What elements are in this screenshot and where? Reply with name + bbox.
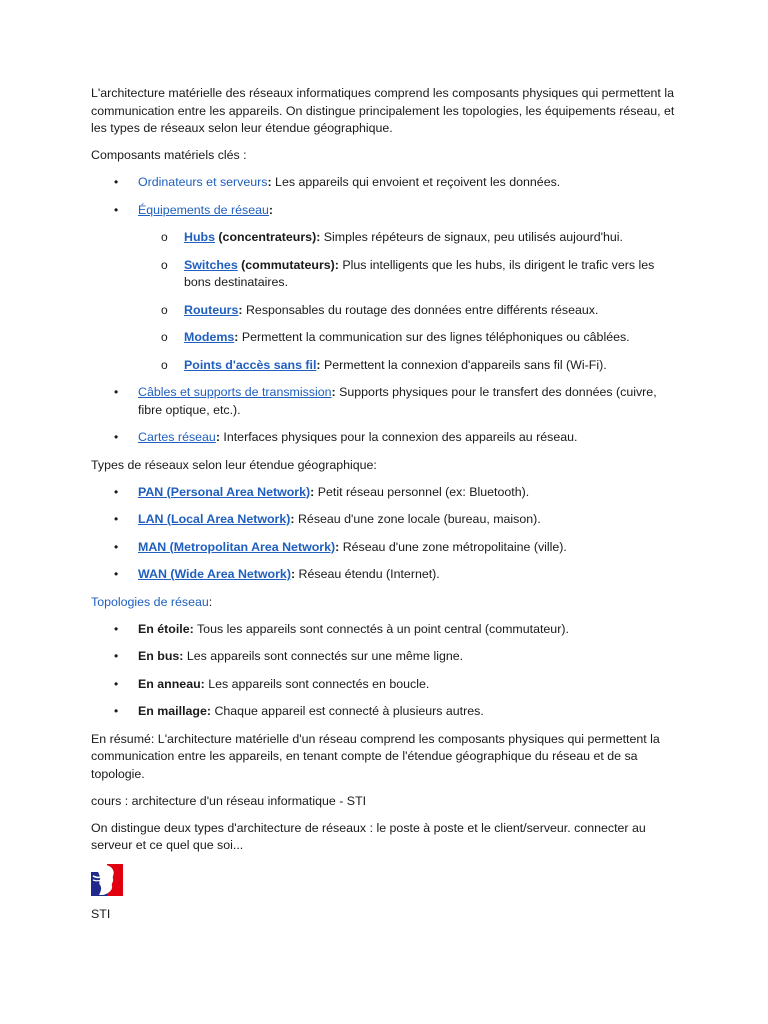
item-text: Réseau d'une zone locale (bureau, maison). (294, 512, 541, 526)
circle-bullet-icon: o (161, 302, 168, 317)
link-hubs[interactable]: Hubs (184, 230, 215, 244)
bullet-icon: • (114, 430, 119, 444)
link-modems[interactable]: Modems (184, 330, 235, 344)
link-equipment[interactable]: Équipements de réseau (138, 202, 269, 217)
intro-paragraph: L'architecture matérielle des réseaux informatiques comprend les composants physiques qui permettent la communication entre les appareils. On distingue principalement les topologies, les équipements réseau, et les types de réseaux selon leur étendue géographique. (91, 86, 675, 135)
link-wan[interactable]: WAN (Wide Area Network) (138, 567, 291, 581)
link-topologies[interactable]: Topologies de réseau (91, 594, 209, 609)
list-item (91, 703, 683, 721)
components-heading: Composants matériels clés : (91, 148, 247, 162)
heading-colon: : (208, 594, 213, 609)
bullet-icon: • (114, 704, 119, 718)
item-text: Les appareils sont connectés en boucle. (204, 676, 430, 691)
list-item (91, 511, 683, 529)
item-text: Chaque appareil est connecté à plusieurs autres. (211, 704, 484, 718)
list-item (91, 539, 683, 557)
item-strong: En étoile: (138, 621, 194, 636)
topologies-list (91, 621, 683, 721)
bullet-icon: • (114, 539, 119, 554)
list-item (91, 484, 683, 502)
item-colon: : (215, 430, 220, 444)
bullet-icon: • (114, 202, 119, 217)
item-text: Supports physiques pour le transfert des données (cuivre, fibre optique, etc.). (138, 385, 657, 417)
circle-bullet-icon: o (161, 330, 168, 344)
list-item (91, 648, 683, 666)
item-text: Responsables du routage des données entre différents réseaux. (242, 302, 599, 317)
circle-bullet-icon: o (161, 230, 168, 244)
item-text: Les appareils sont connectés sur une même ligne. (183, 649, 464, 663)
item-strong: En bus: (138, 649, 184, 663)
item-colon: : (331, 385, 336, 399)
list-item (91, 174, 683, 192)
types-heading: Types de réseaux selon leur étendue géographique: (91, 457, 377, 472)
item-strong: (concentrateurs): (214, 230, 321, 244)
item-colon: : (310, 484, 315, 499)
bullet-icon: • (114, 649, 119, 663)
sublist-item (138, 229, 683, 247)
link-pan[interactable]: PAN (Personal Area Network) (138, 484, 311, 499)
bullet-icon: • (114, 567, 119, 581)
source-title: cours : architecture d'un réseau informatique - STI (91, 793, 367, 808)
item-text: Les appareils qui envoient et reçoivent les données. (271, 175, 561, 189)
sublist-item (138, 302, 683, 320)
equipment-sublist (138, 229, 683, 374)
item-strong: En maillage: (138, 704, 211, 718)
list-item (91, 384, 683, 419)
link-access-points[interactable]: Points d'accès sans fil (184, 357, 317, 372)
list-item (91, 676, 683, 694)
bullet-icon: • (114, 676, 119, 691)
list-item (91, 621, 683, 639)
item-colon: : (268, 202, 274, 217)
link-routers[interactable]: Routeurs (184, 302, 239, 317)
list-item (91, 566, 683, 584)
bullet-icon: • (114, 512, 119, 526)
link-cables[interactable]: Câbles et supports de transmission (138, 385, 332, 399)
item-text: Plus intelligents que les hubs, ils dirigent le trafic vers les bons destinataires. (184, 257, 655, 289)
item-strong: En anneau: (138, 676, 205, 691)
item-strong: : (238, 302, 243, 317)
source-snippet: On distingue deux types d'architecture de réseaux : le poste à poste et le client/serveur. connecter au serveur et ce quel que soi... (91, 820, 646, 852)
link-switches[interactable]: Switches (184, 257, 238, 272)
network-types-list (91, 484, 683, 584)
item-colon: : (267, 175, 272, 189)
sublist-item (138, 329, 683, 347)
sublist-item (138, 357, 683, 375)
bullet-icon: • (114, 385, 119, 399)
item-text: Permettent la connexion d'appareils sans fil (Wi-Fi). (320, 357, 607, 372)
bullet-icon: • (114, 175, 119, 189)
link-network-cards[interactable]: Cartes réseau (138, 430, 216, 444)
item-text: Petit réseau personnel (ex: Bluetooth). (314, 484, 530, 499)
item-strong: : (234, 330, 239, 344)
bullet-icon: • (114, 621, 119, 636)
circle-bullet-icon: o (161, 257, 168, 272)
link-lan[interactable]: LAN (Local Area Network) (138, 512, 291, 526)
bullet-icon: • (114, 484, 119, 499)
sublist-item (138, 257, 683, 292)
marianne-logo-icon (91, 864, 123, 896)
summary-paragraph: En résumé: L'architecture matérielle d'un réseau comprend les composants physiques qui permettent la communication entre les appareils, en tenant compte de l'étendue géographique du réseau et de sa topologie. (91, 731, 660, 781)
topologies-heading (91, 594, 683, 612)
circle-bullet-icon: o (161, 357, 168, 372)
components-list (91, 174, 683, 447)
item-colon: : (290, 512, 295, 526)
list-item (91, 429, 683, 447)
link-computers[interactable]: Ordinateurs et serveurs (138, 175, 268, 189)
item-strong: (commutateurs): (237, 257, 339, 272)
site-name: STI (91, 907, 111, 921)
item-colon: : (335, 539, 340, 554)
item-text: Réseau étendu (Internet). (295, 567, 440, 581)
item-text: Tous les appareils sont connectés à un point central (commutateur). (193, 621, 569, 636)
item-text: Réseau d'une zone métropolitaine (ville). (339, 539, 567, 554)
item-text: Simples répéteurs de signaux, peu utilisés aujourd'hui. (320, 230, 623, 244)
item-text: Interfaces physiques pour la connexion des appareils au réseau. (219, 430, 578, 444)
document-body (91, 85, 683, 933)
list-item (91, 202, 683, 375)
item-strong: : (316, 357, 321, 372)
item-text: Permettent la communication sur des lignes téléphoniques ou câblées. (238, 330, 630, 344)
link-man[interactable]: MAN (Metropolitan Area Network) (138, 539, 336, 554)
item-colon: : (290, 567, 296, 581)
